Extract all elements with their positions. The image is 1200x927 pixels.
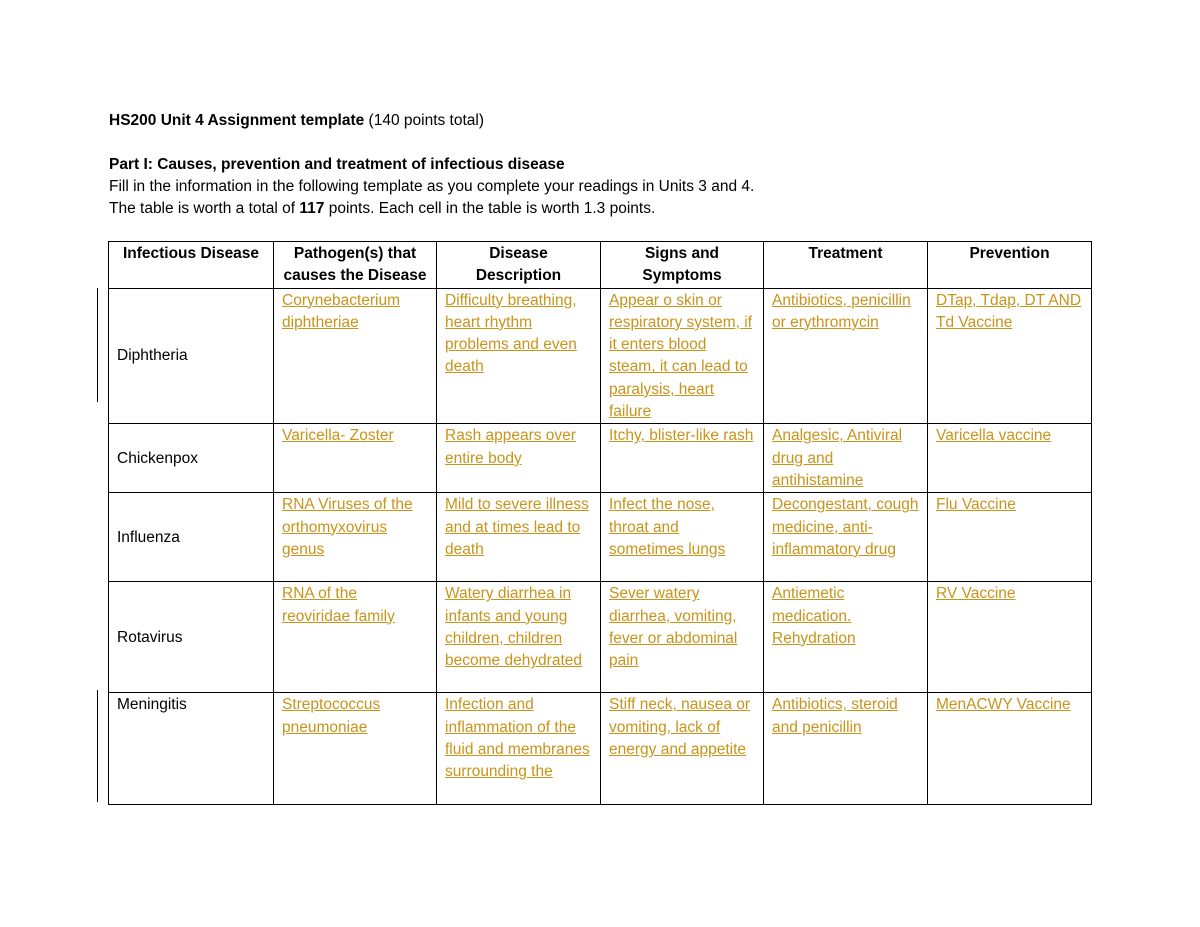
prevention-answer: Flu Vaccine [936, 496, 1016, 514]
column-header-disease: Infectious Disease [109, 242, 274, 289]
symptoms-answer: Appear o skin or respiratory system, if it enters blood steam, it can lead to paralysis, heart failure [609, 291, 752, 421]
disease-cell: Meningitis [109, 693, 274, 805]
table-row [109, 424, 1092, 493]
worth-prefix: The table is worth a total of [109, 200, 300, 217]
disease-cell: Diphtheria [109, 288, 274, 424]
document-header [109, 110, 1109, 220]
worth-text [109, 198, 1109, 220]
pathogen-cell[interactable] [274, 493, 437, 582]
pathogen-answer: RNA Viruses of the orthomyxovirus genus [282, 496, 413, 558]
description-cell[interactable] [437, 693, 601, 805]
prevention-cell[interactable] [928, 424, 1092, 493]
document-title [109, 110, 1109, 132]
column-header-prevention: Prevention [928, 242, 1092, 289]
description-answer: Infection and inflammation of the fluid and membranes surrounding the [445, 696, 590, 781]
pathogen-answer: RNA of the reoviridae family [282, 585, 395, 625]
disease-cell: Chickenpox [109, 424, 274, 493]
title-points: (140 points total) [364, 112, 485, 129]
prevention-cell[interactable] [928, 493, 1092, 582]
prevention-answer: Varicella vaccine [936, 427, 1052, 445]
pathogen-cell[interactable] [274, 693, 437, 805]
table-row [109, 493, 1092, 582]
symptoms-answer: Sever watery diarrhea, vomiting, fever or abdominal pain [609, 585, 738, 670]
title-bold: HS200 Unit 4 Assignment template [109, 112, 365, 129]
pathogen-answer: Varicella- Zoster [282, 427, 394, 445]
description-cell[interactable] [437, 288, 601, 424]
change-bar [97, 288, 98, 402]
description-answer: Difficulty breathing, heart rhythm problems and even death [445, 291, 577, 376]
symptoms-cell[interactable] [601, 424, 764, 493]
treatment-cell[interactable] [764, 288, 928, 424]
treatment-cell[interactable] [764, 424, 928, 493]
instruction-text: Fill in the information in the following template as you complete your readings in Units 3 and 4. [109, 178, 755, 195]
description-cell[interactable] [437, 493, 601, 582]
treatment-answer: Antibiotics, penicillin or erythromycin [772, 291, 911, 331]
description-answer: Watery diarrhea in infants and young children, children become dehydrated [445, 585, 583, 670]
symptoms-cell[interactable] [601, 493, 764, 582]
table-row [109, 582, 1092, 693]
description-answer: Mild to severe illness and at times lead to death [445, 496, 589, 558]
symptoms-answer: Stiff neck, nausea or vomiting, lack of energy and appetite [609, 696, 751, 758]
treatment-cell[interactable] [764, 493, 928, 582]
prevention-cell[interactable] [928, 582, 1092, 693]
description-answer: Rash appears over entire body [445, 427, 576, 467]
treatment-cell[interactable] [764, 693, 928, 805]
symptoms-cell[interactable] [601, 582, 764, 693]
treatment-answer: Antibiotics, steroid and penicillin [772, 696, 898, 736]
treatment-answer: Antiemetic medication. Rehydration [772, 585, 856, 647]
treatment-answer: Decongestant, cough medicine, anti-inflammatory drug [772, 496, 919, 558]
pathogen-answer: Corynebacterium diphtheriae [282, 291, 401, 331]
worth-suffix: points. Each cell in the table is worth 1.3 points. [324, 200, 656, 217]
symptoms-cell[interactable] [601, 693, 764, 805]
description-cell[interactable] [437, 582, 601, 693]
column-header-description: Disease Description [437, 242, 601, 289]
part-heading: Part I: Causes, prevention and treatment of infectious disease [109, 156, 565, 173]
prevention-cell[interactable] [928, 288, 1092, 424]
disease-table [108, 241, 1092, 805]
table-row [109, 693, 1092, 805]
disease-cell: Rotavirus [109, 582, 274, 693]
pathogen-cell[interactable] [274, 424, 437, 493]
symptoms-cell[interactable] [601, 288, 764, 424]
symptoms-answer: Infect the nose, throat and sometimes lungs [609, 496, 726, 558]
prevention-answer: RV Vaccine [936, 585, 1016, 603]
pathogen-cell[interactable] [274, 582, 437, 693]
column-header-treatment: Treatment [764, 242, 928, 289]
column-header-symptoms: Signs and Symptoms [601, 242, 764, 289]
prevention-answer: MenACWY Vaccine [936, 696, 1071, 714]
table-header-row [109, 242, 1092, 289]
change-bar [97, 690, 98, 802]
symptoms-answer: Itchy, blister-like rash [609, 427, 754, 445]
column-header-pathogen: Pathogen(s) that causes the Disease [274, 242, 437, 289]
disease-cell: Influenza [109, 493, 274, 582]
treatment-answer: Analgesic, Antiviral drug and antihistamine [772, 427, 903, 489]
pathogen-answer: Streptococcus pneumoniae [282, 696, 381, 736]
prevention-answer: DTap, Tdap, DT AND Td Vaccine [936, 291, 1082, 331]
worth-total: 117 [299, 200, 325, 217]
table-row [109, 288, 1092, 424]
treatment-cell[interactable] [764, 582, 928, 693]
pathogen-cell[interactable] [274, 288, 437, 424]
description-cell[interactable] [437, 424, 601, 493]
prevention-cell[interactable] [928, 693, 1092, 805]
